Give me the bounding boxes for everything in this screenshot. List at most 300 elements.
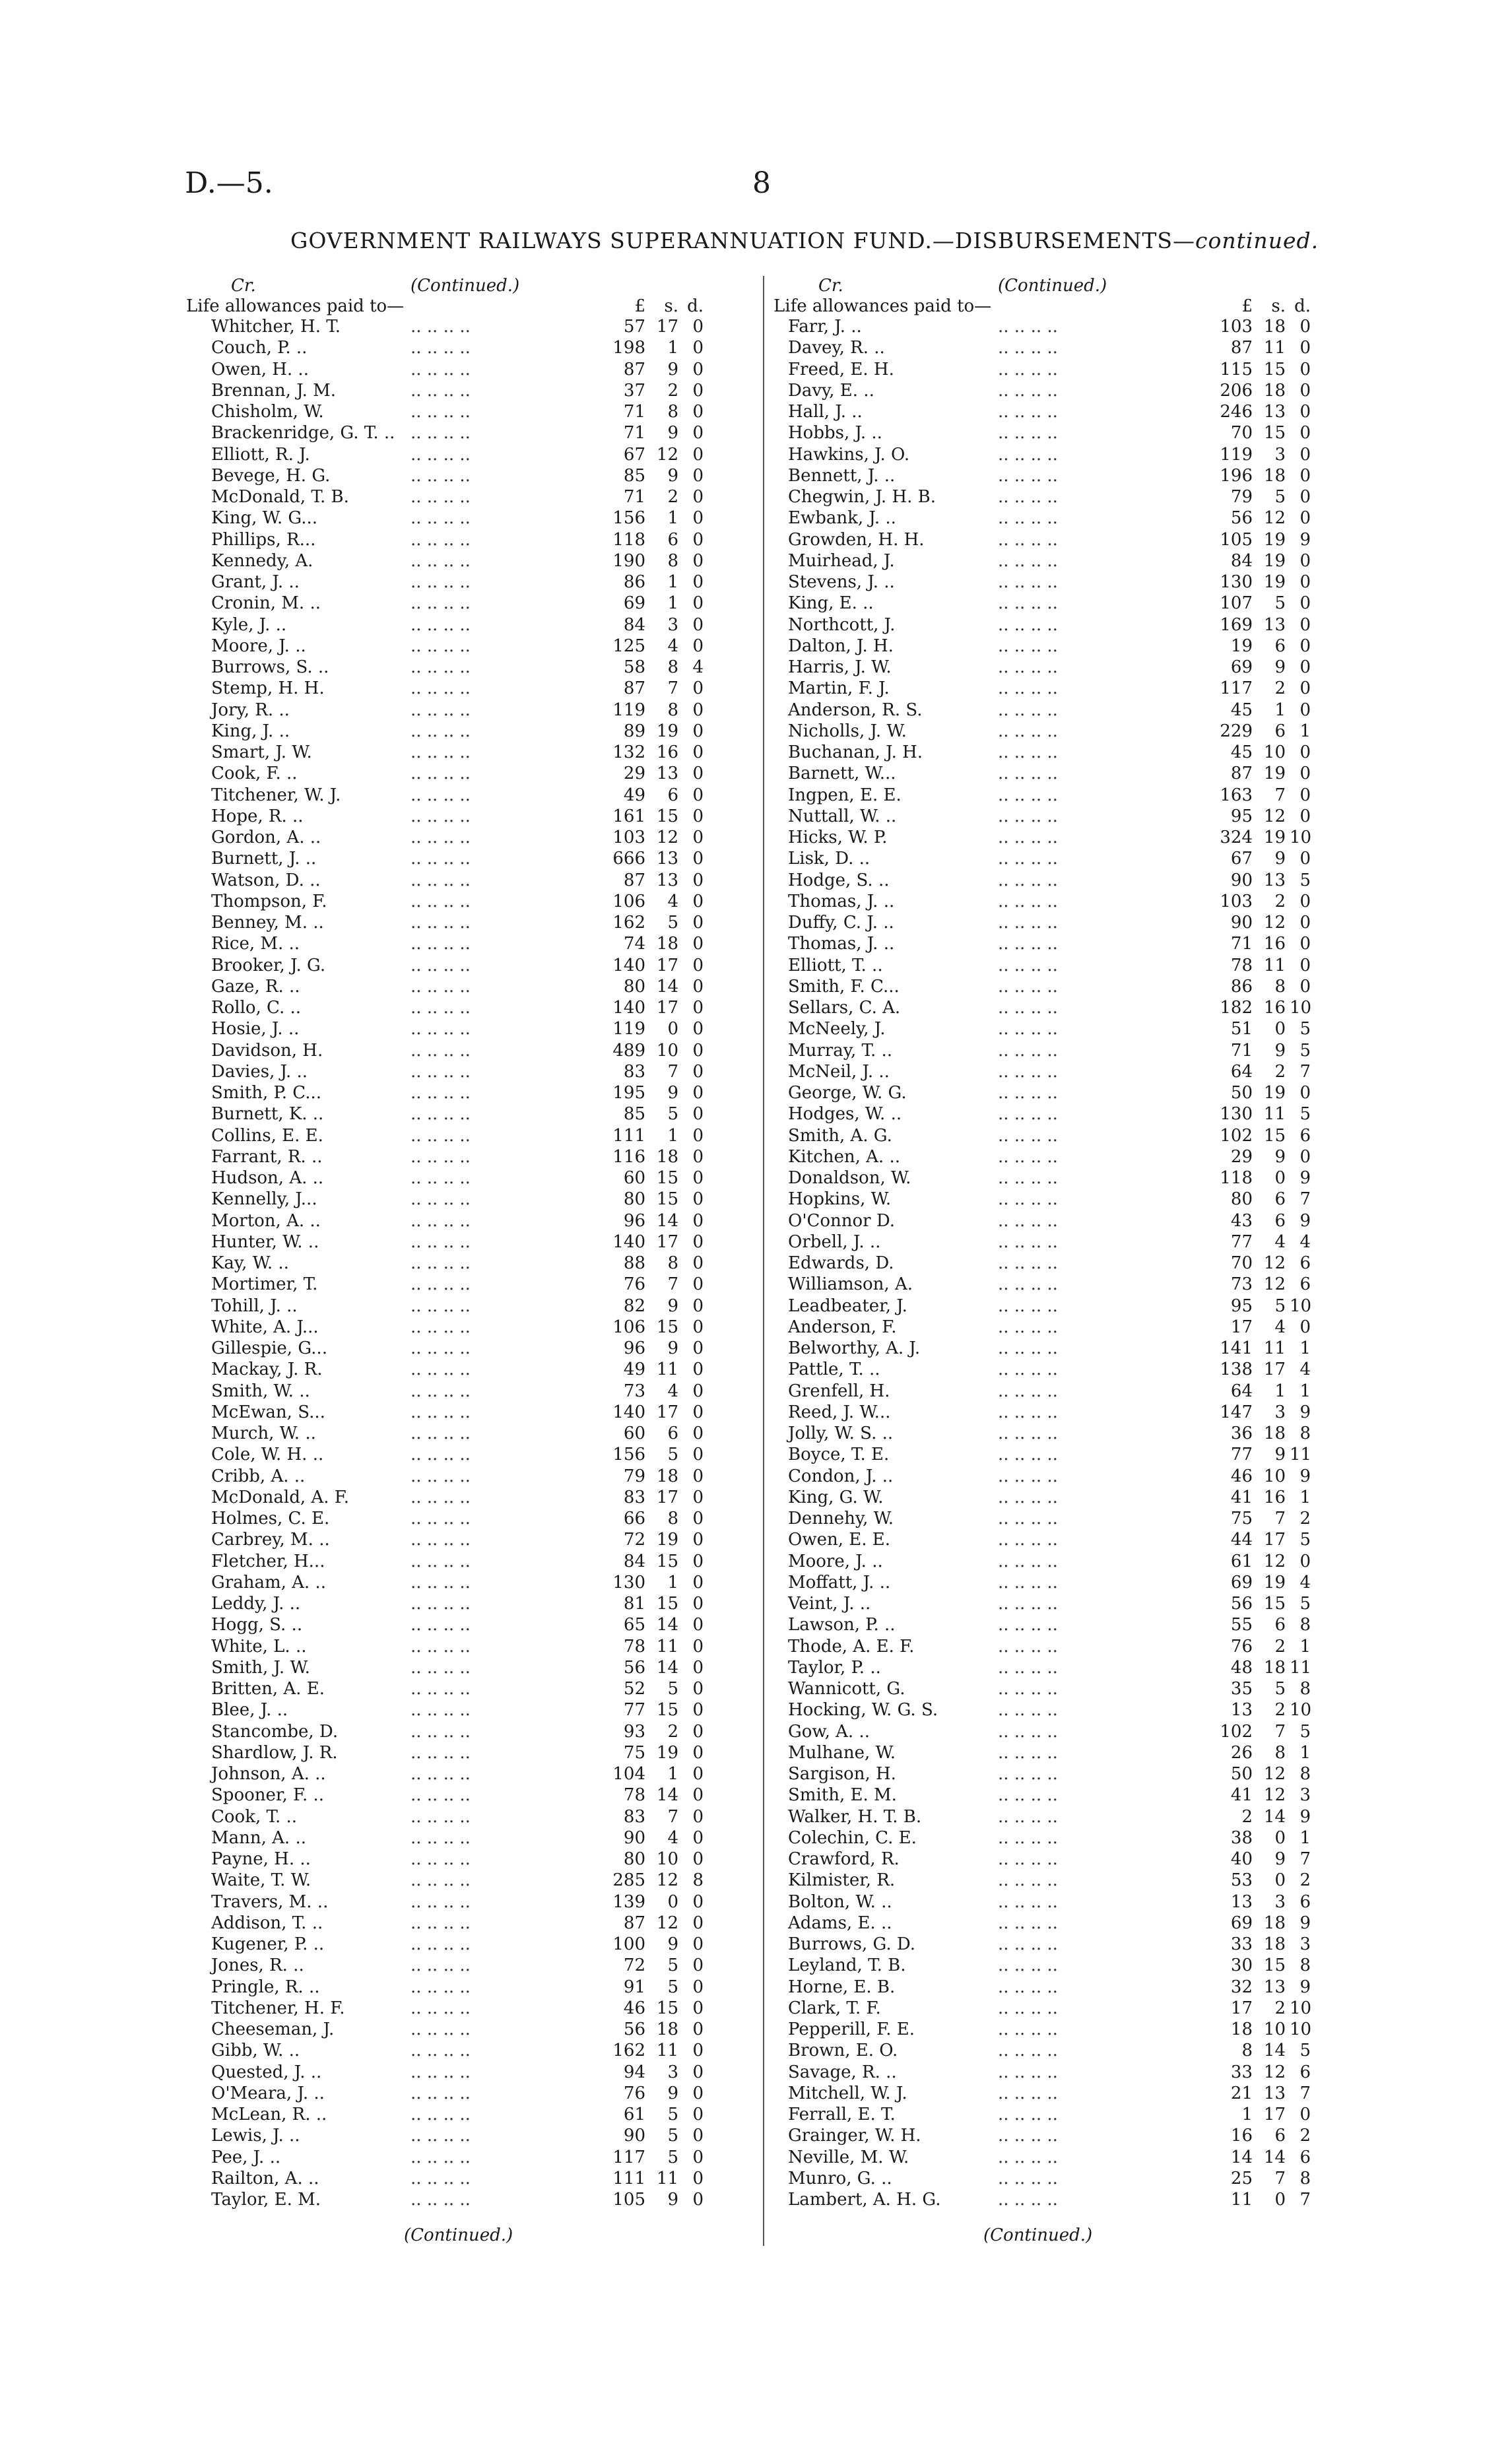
payee-name: Harris, J. W. — [788, 657, 892, 677]
amount-pence: 0 — [692, 487, 704, 507]
payee-name: Payne, H. .. — [211, 1849, 311, 1869]
amount-shillings: 15 — [1263, 1125, 1286, 1146]
amount-shillings: 6 — [1274, 1210, 1286, 1231]
amount-pence: 0 — [692, 1615, 704, 1635]
leader-dots: .. .. .. .. — [998, 1360, 1058, 1380]
leader-dots: .. .. .. .. — [411, 2105, 471, 2124]
amount-pounds: 78 — [623, 1785, 645, 1806]
leader-dots: .. .. .. .. — [998, 1977, 1058, 1997]
leader-dots: .. .. .. .. — [411, 1061, 471, 1082]
amount-pounds: 88 — [623, 1253, 645, 1273]
leader-dots: .. .. .. .. — [998, 1657, 1058, 1678]
amount-shillings: 12 — [1263, 1551, 1286, 1571]
payee-name: King, E. .. — [788, 593, 874, 614]
amount-pence: 4 — [1299, 1232, 1311, 1252]
amount-shillings: 13 — [1263, 1977, 1286, 1997]
payee-name: Barnett, W... — [788, 764, 896, 784]
leader-dots: .. .. .. .. — [411, 1934, 471, 1954]
amount-pence: 2 — [1299, 1509, 1311, 1528]
amount-shillings: 5 — [667, 1104, 678, 1125]
payee-name: Edwards, D. — [788, 1253, 894, 1273]
payee-name: Northcott, J. — [788, 614, 896, 635]
leader-dots: .. .. .. .. — [998, 976, 1058, 997]
payee-name: Couch, P. .. — [211, 338, 308, 358]
amount-pence: 7 — [1299, 2083, 1311, 2103]
amount-pence: 0 — [692, 1466, 704, 1486]
amount-shillings: 7 — [1274, 2168, 1286, 2188]
amount-pence: 0 — [692, 1125, 704, 1146]
amount-pence: 0 — [692, 1636, 704, 1657]
amount-pounds: 8 — [1241, 2041, 1253, 2061]
payee-name: Whitcher, H. T. — [211, 317, 341, 337]
payee-name: Cole, W. H. .. — [211, 1445, 324, 1465]
payee-name: Pee, J. .. — [211, 2147, 281, 2167]
payee-name: Titchener, W. J. — [211, 785, 341, 805]
leader-dots: .. .. .. .. — [998, 764, 1058, 784]
payee-name: Leadbeater, J. — [788, 1296, 907, 1316]
amount-shillings: 11 — [656, 1636, 678, 1657]
amount-pounds: 87 — [1230, 764, 1253, 784]
payee-name: Hosie, J. .. — [211, 1019, 300, 1039]
amount-shillings: 7 — [667, 1274, 678, 1295]
leader-dots: .. .. .. .. — [411, 1402, 471, 1422]
amount-shillings: 12 — [1263, 1764, 1286, 1784]
amount-pounds: 85 — [623, 465, 645, 486]
amount-shillings: 3 — [667, 2062, 678, 2082]
amount-pence: 0 — [1299, 955, 1311, 975]
leader-dots: .. .. .. .. — [411, 1019, 471, 1039]
payee-name: Moore, J. .. — [211, 636, 306, 656]
amount-pounds: 60 — [623, 1168, 645, 1188]
amount-pence: 0 — [692, 359, 704, 379]
amount-shillings: 13 — [1263, 2083, 1286, 2103]
amount-pounds: 56 — [1230, 1594, 1253, 1614]
amount-pence: 3 — [1299, 1785, 1311, 1806]
amount-pence: 0 — [692, 1146, 704, 1167]
amount-pence: 5 — [1299, 2041, 1311, 2061]
amount-shillings: 14 — [656, 1210, 678, 1231]
amount-shillings: 19 — [1263, 1572, 1286, 1593]
page-reference: D.—5. — [185, 166, 273, 200]
payee-name: Pepperill, F. E. — [788, 2020, 915, 2039]
amount-pence: 0 — [1299, 508, 1311, 529]
leader-dots: .. .. .. .. — [411, 1104, 471, 1125]
amount-pence: 0 — [692, 678, 704, 699]
leader-dots: .. .. .. .. — [998, 1934, 1058, 1954]
pence-header: d. — [1294, 296, 1311, 316]
amount-pounds: 118 — [612, 529, 645, 550]
payee-name: Stevens, J. .. — [788, 572, 895, 592]
leader-dots: .. .. .. .. — [411, 1679, 471, 1699]
leader-dots: .. .. .. .. — [411, 550, 471, 571]
amount-shillings: 10 — [656, 1040, 678, 1061]
amount-pence: 0 — [1299, 380, 1311, 401]
leader-dots: .. .. .. .. — [411, 955, 471, 975]
amount-shillings: 18 — [1263, 1934, 1286, 1954]
amount-pounds: 53 — [1230, 1870, 1253, 1891]
amount-shillings: 17 — [656, 317, 678, 337]
leader-dots: .. .. .. .. — [998, 1125, 1058, 1146]
amount-pence: 5 — [1299, 1040, 1311, 1061]
amount-pence: 0 — [692, 1274, 704, 1295]
amount-pence: 0 — [692, 1317, 704, 1337]
amount-pounds: 87 — [623, 1913, 645, 1933]
leader-dots: .. .. .. .. — [411, 913, 471, 933]
amount-pence: 0 — [692, 1189, 704, 1210]
amount-pence: 2 — [1299, 2126, 1311, 2146]
amount-shillings: 0 — [667, 1891, 678, 1912]
leader-dots: .. .. .. .. — [998, 1402, 1058, 1422]
amount-pounds: 58 — [623, 657, 645, 677]
leader-dots: .. .. .. .. — [998, 1913, 1058, 1933]
leader-dots: .. .. .. .. — [411, 1360, 471, 1380]
leader-dots: .. .. .. .. — [411, 1721, 471, 1742]
leader-dots: .. .. .. .. — [411, 2020, 471, 2039]
leader-dots: .. .. .. .. — [411, 1210, 471, 1231]
amount-shillings: 5 — [1274, 1296, 1286, 1316]
amount-shillings: 16 — [656, 742, 678, 762]
amount-pence: 0 — [692, 572, 704, 592]
amount-pounds: 13 — [1230, 1700, 1253, 1721]
amount-pence: 0 — [692, 2147, 704, 2167]
amount-pence: 5 — [1299, 870, 1311, 890]
payee-name: Holmes, C. E. — [211, 1509, 330, 1528]
amount-pounds: 14 — [1230, 2147, 1253, 2167]
amount-pounds: 43 — [1230, 1210, 1253, 1231]
amount-pence: 8 — [1299, 1955, 1311, 1976]
payee-name: Gaze, R. .. — [211, 976, 300, 997]
payee-name: Davidson, H. — [211, 1040, 323, 1061]
leader-dots: .. .. .. .. — [411, 529, 471, 550]
amount-pence: 1 — [1299, 1381, 1311, 1401]
amount-shillings: 17 — [656, 1487, 678, 1507]
amount-shillings: 19 — [1263, 764, 1286, 784]
amount-pence: 0 — [1299, 849, 1311, 869]
amount-pence: 0 — [692, 1742, 704, 1763]
cr-label: Cr. — [231, 276, 256, 296]
payee-name: Hicks, W. P. — [788, 828, 888, 847]
amount-pounds: 106 — [612, 1317, 645, 1337]
amount-pounds: 69 — [1230, 1913, 1253, 1933]
amount-pounds: 100 — [612, 1934, 645, 1954]
amount-shillings: 13 — [656, 870, 678, 890]
amount-pounds: 96 — [623, 1210, 645, 1231]
leader-dots: .. .. .. .. — [411, 508, 471, 529]
leader-dots: .. .. .. .. — [411, 1509, 471, 1528]
amount-shillings: 5 — [1274, 593, 1286, 614]
amount-pence: 0 — [692, 934, 704, 954]
amount-pence: 0 — [1299, 976, 1311, 997]
amount-pounds: 125 — [612, 636, 645, 656]
amount-shillings: 12 — [656, 828, 678, 847]
amount-pounds: 56 — [623, 1657, 645, 1678]
leader-dots: .. .. .. .. — [411, 2147, 471, 2167]
payee-name: Shardlow, J. R. — [211, 1742, 338, 1763]
payee-name: Buchanan, J. H. — [788, 742, 923, 762]
amount-pence: 0 — [692, 444, 704, 465]
amount-shillings: 12 — [1263, 2062, 1286, 2082]
leader-dots: .. .. .. .. — [411, 1125, 471, 1146]
amount-pounds: 76 — [1230, 1636, 1253, 1657]
amount-shillings: 0 — [1274, 2190, 1286, 2210]
amount-pounds: 71 — [623, 423, 645, 443]
amount-pounds: 73 — [623, 1381, 645, 1401]
amount-shillings: 10 — [1263, 2020, 1286, 2039]
amount-pence: 0 — [1299, 572, 1311, 592]
payee-name: Cribb, A. .. — [211, 1466, 306, 1486]
amount-pounds: 71 — [1230, 1040, 1253, 1061]
amount-pence: 0 — [692, 1998, 704, 2018]
leader-dots: .. .. .. .. — [411, 998, 471, 1018]
leader-dots: .. .. .. .. — [411, 1764, 471, 1784]
amount-shillings: 1 — [667, 508, 678, 529]
payee-name: Ewbank, J. .. — [788, 508, 896, 529]
payee-name: Farrant, R. .. — [211, 1146, 323, 1167]
amount-shillings: 6 — [1274, 1615, 1286, 1635]
payee-name: Horne, E. B. — [788, 1977, 896, 1997]
leader-dots: .. .. .. .. — [998, 1636, 1058, 1657]
amount-pounds: 25 — [1230, 2168, 1253, 2188]
amount-shillings: 18 — [656, 2020, 678, 2039]
amount-shillings: 8 — [667, 550, 678, 571]
leader-dots: .. .. .. .. — [411, 1615, 471, 1635]
leader-dots: .. .. .. .. — [411, 2126, 471, 2146]
amount-pence: 0 — [692, 1210, 704, 1231]
payee-name: Thomas, J. .. — [788, 891, 895, 911]
amount-shillings: 19 — [656, 1530, 678, 1550]
amount-shillings: 5 — [667, 2147, 678, 2167]
amount-shillings: 14 — [1263, 1806, 1286, 1827]
amount-pounds: 80 — [623, 976, 645, 997]
leader-dots: .. .. .. .. — [998, 1998, 1058, 2018]
leader-dots: .. .. .. .. — [998, 1870, 1058, 1891]
amount-pence: 9 — [1299, 1913, 1311, 1933]
payee-name: Gordon, A. .. — [211, 828, 321, 847]
payee-name: Mortimer, T. — [211, 1274, 318, 1295]
leader-dots: .. .. .. .. — [998, 317, 1058, 337]
amount-pence: 0 — [692, 976, 704, 997]
leader-dots: .. .. .. .. — [998, 550, 1058, 571]
amount-pounds: 84 — [1230, 550, 1253, 571]
payee-name: Thompson, F. — [211, 891, 327, 911]
payee-name: Stancombe, D. — [211, 1721, 339, 1742]
amount-pounds: 41 — [1230, 1487, 1253, 1507]
payee-name: Sellars, C. A. — [788, 998, 901, 1018]
leader-dots: .. .. .. .. — [998, 1381, 1058, 1401]
amount-pounds: 38 — [1230, 1827, 1253, 1848]
amount-shillings: 4 — [1274, 1317, 1286, 1337]
leader-dots: .. .. .. .. — [998, 891, 1058, 911]
payee-name: Cronin, M. .. — [211, 593, 321, 614]
amount-shillings: 11 — [1263, 1104, 1286, 1125]
amount-pounds: 489 — [612, 1040, 645, 1061]
payee-name: Elliott, T. .. — [788, 955, 883, 975]
amount-shillings: 2 — [1274, 1636, 1286, 1657]
amount-pounds: 119 — [1220, 444, 1253, 465]
payee-name: Brooker, J. G. — [211, 955, 326, 975]
amount-shillings: 18 — [1263, 1424, 1286, 1443]
amount-pounds: 50 — [1230, 1083, 1253, 1103]
payee-name: Neville, M. W. — [788, 2147, 909, 2167]
amount-pence: 6 — [1299, 1891, 1311, 1912]
payee-name: Chegwin, J. H. B. — [788, 487, 937, 507]
amount-pence: 0 — [692, 529, 704, 550]
leader-dots: .. .. .. .. — [411, 870, 471, 890]
leader-dots: .. .. .. .. — [998, 1742, 1058, 1763]
amount-shillings: 7 — [667, 1061, 678, 1082]
payee-name: Bevege, H. G. — [211, 465, 331, 486]
amount-pence: 0 — [692, 636, 704, 656]
amount-pounds: 77 — [1230, 1232, 1253, 1252]
amount-shillings: 3 — [667, 614, 678, 635]
amount-pounds: 32 — [1230, 1977, 1253, 1997]
payee-name: Tohill, J. .. — [211, 1296, 298, 1316]
amount-pence: 7 — [1299, 1189, 1311, 1210]
payee-name: Cook, T. .. — [211, 1806, 298, 1827]
amount-pence: 0 — [1299, 657, 1311, 677]
amount-pence: 0 — [692, 423, 704, 443]
payee-name: Hocking, W. G. S. — [788, 1700, 938, 1721]
leader-dots: .. .. .. .. — [998, 2190, 1058, 2210]
payee-name: Hopkins, W. — [788, 1189, 892, 1210]
continued-footer-left: (Continued.) — [404, 2225, 513, 2245]
amount-shillings: 11 — [1263, 338, 1286, 358]
amount-shillings: 9 — [667, 2083, 678, 2103]
amount-pence: 0 — [692, 2041, 704, 2061]
payee-name: Benney, M. .. — [211, 913, 324, 933]
payee-name: Smith, A. G. — [788, 1125, 892, 1146]
payee-name: Britten, A. E. — [211, 1679, 325, 1699]
amount-shillings: 11 — [656, 2041, 678, 2061]
amount-pounds: 36 — [1230, 1424, 1253, 1443]
leader-dots: .. .. .. .. — [411, 1040, 471, 1061]
leader-dots: .. .. .. .. — [411, 1381, 471, 1401]
amount-pounds: 1 — [1241, 2105, 1253, 2124]
amount-pence: 11 — [1290, 1445, 1312, 1465]
amount-shillings: 5 — [667, 1955, 678, 1976]
title-main: GOVERNMENT RAILWAYS SUPERANNUATION FUND.—DISBURSEMENTS— — [290, 228, 1196, 253]
amount-pence: 0 — [1299, 1083, 1311, 1103]
payee-name: McDonald, A. F. — [211, 1487, 349, 1507]
amount-shillings: 7 — [667, 678, 678, 699]
leader-dots: .. .. .. .. — [411, 849, 471, 869]
amount-pence: 6 — [1299, 1253, 1311, 1273]
leader-dots: .. .. .. .. — [998, 423, 1058, 443]
payee-name: Jolly, W. S. .. — [788, 1424, 894, 1443]
amount-pence: 1 — [1299, 1636, 1311, 1657]
amount-pence: 10 — [1290, 1998, 1312, 2018]
amount-pounds: 77 — [1230, 1445, 1253, 1465]
amount-pence: 0 — [692, 1083, 704, 1103]
amount-shillings: 14 — [1263, 2147, 1286, 2167]
amount-shillings: 6 — [1274, 636, 1286, 656]
leader-dots: .. .. .. .. — [411, 444, 471, 465]
amount-pounds: 80 — [623, 1189, 645, 1210]
amount-pence: 5 — [1299, 1594, 1311, 1614]
amount-pence: 0 — [1299, 2105, 1311, 2124]
amount-shillings: 5 — [667, 2105, 678, 2124]
leader-dots: .. .. .. .. — [998, 2147, 1058, 2167]
payee-name: Lawson, P. .. — [788, 1615, 896, 1635]
payee-name: George, W. G. — [788, 1083, 907, 1103]
amount-pence: 0 — [692, 1424, 704, 1443]
amount-shillings: 12 — [1263, 508, 1286, 529]
cr-label: Cr. — [818, 276, 843, 296]
leader-dots: .. .. .. .. — [411, 1445, 471, 1465]
continued-footer-right: (Continued.) — [983, 2225, 1093, 2245]
payee-name: McLean, R. .. — [211, 2105, 327, 2124]
payee-name: Smith, P. C... — [211, 1083, 322, 1103]
payee-name: Burrows, G. D. — [788, 1934, 916, 1954]
amount-shillings: 11 — [656, 1360, 678, 1380]
amount-pounds: 11 — [1230, 2190, 1253, 2210]
leader-dots: .. .. .. .. — [411, 742, 471, 762]
amount-pence: 0 — [692, 1381, 704, 1401]
leader-dots: .. .. .. .. — [998, 508, 1058, 529]
payee-name: Hawkins, J. O. — [788, 444, 910, 465]
amount-shillings: 16 — [1263, 998, 1286, 1018]
amount-pounds: 13 — [1230, 1891, 1253, 1912]
payee-name: Burnett, K. .. — [211, 1104, 324, 1125]
amount-shillings: 5 — [667, 2126, 678, 2146]
amount-shillings: 18 — [656, 1466, 678, 1486]
amount-pounds: 67 — [1230, 849, 1253, 869]
column-divider — [763, 276, 764, 2246]
payee-name: Muirhead, J. — [788, 550, 895, 571]
amount-pence: 6 — [1299, 2147, 1311, 2167]
amount-shillings: 19 — [1263, 828, 1286, 847]
payee-name: Munro, G. .. — [788, 2168, 892, 2188]
amount-pence: 0 — [692, 998, 704, 1018]
amount-pounds: 206 — [1220, 380, 1253, 401]
amount-shillings: 0 — [1274, 1168, 1286, 1188]
leader-dots: .. .. .. .. — [411, 1317, 471, 1337]
amount-pence: 0 — [692, 593, 704, 614]
amount-pounds: 74 — [623, 934, 645, 954]
amount-pounds: 84 — [623, 614, 645, 635]
payee-name: Sargison, H. — [788, 1764, 896, 1784]
amount-shillings: 15 — [1263, 1955, 1286, 1976]
amount-pence: 9 — [1299, 1806, 1311, 1827]
amount-shillings: 1 — [667, 338, 678, 358]
payee-name: Davy, E. .. — [788, 380, 874, 401]
amount-pounds: 46 — [1230, 1466, 1253, 1486]
amount-pence: 1 — [1299, 1487, 1311, 1507]
amount-pence: 0 — [1299, 338, 1311, 358]
payee-name: Murch, W. .. — [211, 1424, 316, 1443]
leader-dots: .. .. .. .. — [998, 1296, 1058, 1316]
payee-name: Smith, J. W. — [211, 1657, 310, 1678]
leader-dots: .. .. .. .. — [998, 593, 1058, 614]
payee-name: Stemp, H. H. — [211, 678, 325, 699]
amount-shillings: 9 — [1274, 1849, 1286, 1869]
amount-pounds: 83 — [623, 1061, 645, 1082]
payee-name: Belworthy, A. J. — [788, 1338, 921, 1358]
amount-shillings: 7 — [1274, 1509, 1286, 1528]
payee-name: Nicholls, J. W. — [788, 721, 907, 741]
amount-shillings: 15 — [656, 1594, 678, 1614]
amount-pence: 0 — [692, 1657, 704, 1678]
leader-dots: .. .. .. .. — [411, 700, 471, 720]
amount-shillings: 9 — [1274, 849, 1286, 869]
amount-pounds: 90 — [623, 1827, 645, 1848]
leader-dots: .. .. .. .. — [411, 1487, 471, 1507]
amount-pounds: 18 — [1230, 2020, 1253, 2039]
amount-pence: 0 — [692, 1551, 704, 1571]
amount-shillings: 6 — [667, 785, 678, 805]
amount-pence: 0 — [1299, 423, 1311, 443]
amount-pounds: 130 — [1220, 1104, 1253, 1125]
